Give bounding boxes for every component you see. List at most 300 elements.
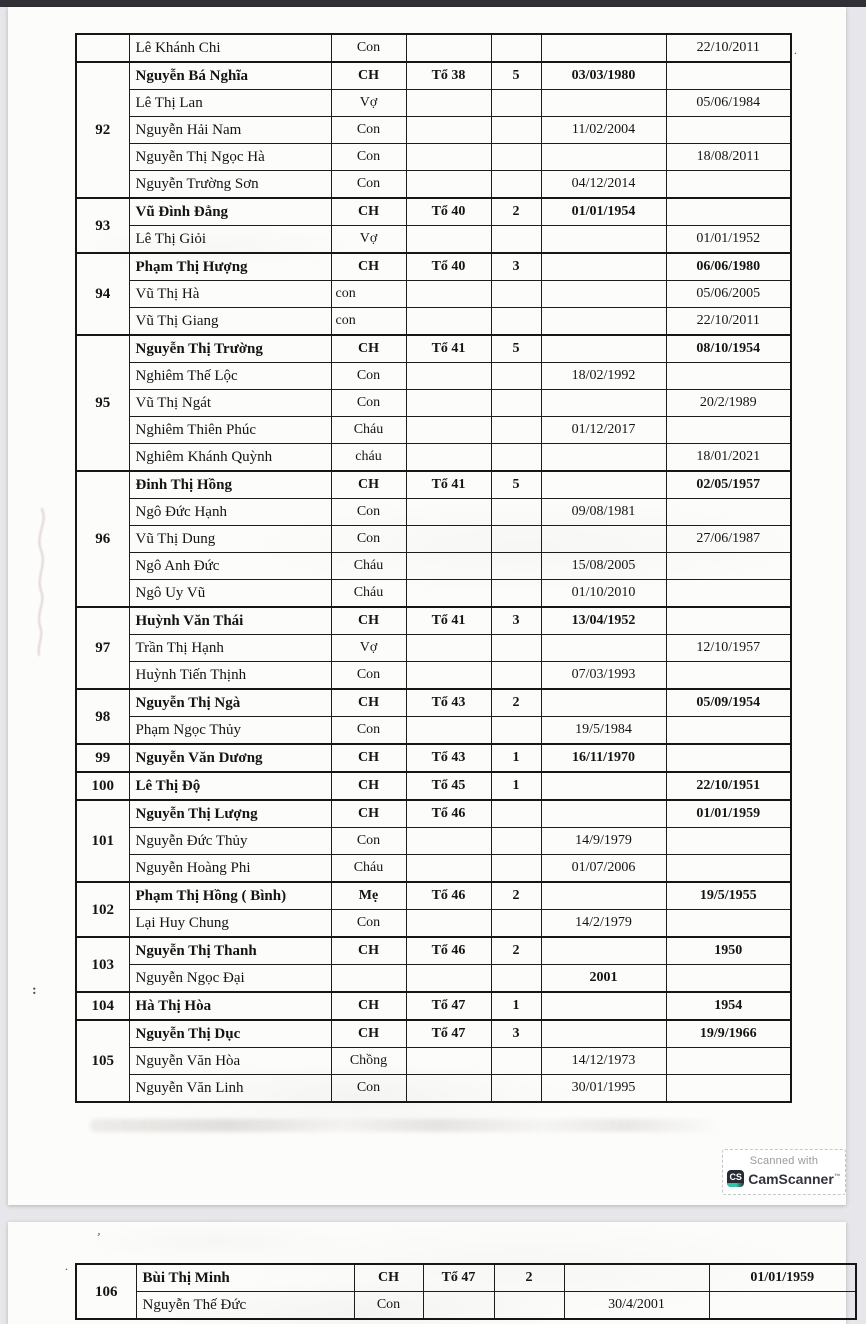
dob-male-cell [541, 800, 666, 828]
member-count-cell [491, 635, 541, 662]
relationship-cell: Con [331, 144, 406, 171]
relationship-cell: Con [331, 117, 406, 144]
dob-male-cell: 01/10/2010 [541, 580, 666, 608]
member-row [76, 34, 791, 62]
member-name-cell: Nguyễn Thị Trường [129, 335, 331, 363]
member-count-cell [491, 1048, 541, 1075]
member-name-cell: Phạm Thị Hồng ( Bình) [129, 882, 331, 910]
member-name-cell: Nguyễn Thị Lượng [129, 800, 331, 828]
member-name-cell: Lê Thị Giỏi [129, 226, 331, 254]
dob-male-cell: 15/08/2005 [541, 553, 666, 580]
relationship-cell: CH [331, 1020, 406, 1048]
relationship-cell: Con [331, 828, 406, 855]
dob-female-cell [666, 717, 791, 745]
group-unit-cell [406, 499, 491, 526]
group-unit-cell: Tổ 45 [406, 772, 491, 800]
dob-female-cell: 18/01/2021 [666, 444, 791, 472]
group-unit-cell [406, 144, 491, 171]
relationship-cell: CH [331, 62, 406, 90]
member-count-cell [491, 144, 541, 171]
dob-male-cell: 13/04/1952 [541, 607, 666, 635]
relationship-cell: CH [331, 992, 406, 1020]
group-unit-cell: Tổ 47 [406, 1020, 491, 1048]
group-unit-cell [406, 855, 491, 883]
member-name-cell: Trần Thị Hạnh [129, 635, 331, 662]
group-unit-cell [406, 444, 491, 472]
group-unit-cell: Tổ 43 [406, 744, 491, 772]
household-registry-table-page2 [75, 1263, 857, 1320]
dob-female-cell: 01/01/1952 [666, 226, 791, 254]
group-unit-cell [406, 965, 491, 993]
member-count-cell: 1 [491, 992, 541, 1020]
group-unit-cell [406, 281, 491, 308]
member-row [76, 744, 791, 772]
group-unit-cell [406, 226, 491, 254]
dob-male-cell [541, 526, 666, 553]
member-name-cell: Nguyễn Thị Ngà [129, 689, 331, 717]
member-name-cell: Phạm Ngọc Thủy [129, 717, 331, 745]
dob-male-cell [541, 772, 666, 800]
relationship-cell: Con [331, 171, 406, 199]
household-number-cell: 99 [76, 744, 129, 772]
household-number-cell: 102 [76, 882, 129, 937]
group-unit-cell [406, 90, 491, 117]
member-row [76, 800, 791, 828]
dob-female-cell [666, 499, 791, 526]
dob-female-cell [666, 553, 791, 580]
member-name-cell: Nguyễn Thế Đức [136, 1292, 354, 1320]
dob-female-cell [666, 62, 791, 90]
member-name-cell: Vũ Thị Hà [129, 281, 331, 308]
group-unit-cell: Tổ 40 [406, 198, 491, 226]
dob-female-cell [666, 117, 791, 144]
household-number-cell: 101 [76, 800, 129, 882]
member-name-cell: Ngô Anh Đức [129, 553, 331, 580]
dob-female-cell [666, 744, 791, 772]
group-unit-cell: Tổ 38 [406, 62, 491, 90]
group-unit-cell: Tổ 46 [406, 800, 491, 828]
dob-male-cell [541, 335, 666, 363]
member-row [76, 198, 791, 226]
household-number-cell: 100 [76, 772, 129, 800]
relationship-cell: Chồng [331, 1048, 406, 1075]
group-unit-cell: Tổ 46 [406, 882, 491, 910]
household-number-cell: 95 [76, 335, 129, 471]
relationship-cell: Con [331, 662, 406, 690]
relationship-cell: Con [331, 390, 406, 417]
member-row [76, 828, 791, 855]
dob-male-cell [541, 226, 666, 254]
member-count-cell [491, 34, 541, 62]
dob-male-cell: 30/01/1995 [541, 1075, 666, 1103]
member-name-cell: Vũ Thị Dung [129, 526, 331, 553]
member-row [76, 308, 791, 336]
dob-male-cell [541, 281, 666, 308]
group-unit-cell: Tổ 47 [406, 992, 491, 1020]
member-count-cell [491, 90, 541, 117]
dob-female-cell [666, 580, 791, 608]
camscanner-scanned-with-label: Scanned with [749, 1155, 819, 1167]
scanned-page-2 [8, 1222, 846, 1324]
dob-female-cell: 02/05/1957 [666, 471, 791, 499]
dob-male-cell: 01/01/1954 [541, 198, 666, 226]
dob-female-cell [666, 965, 791, 993]
relationship-cell [331, 965, 406, 993]
member-count-cell [491, 965, 541, 993]
member-row [76, 171, 791, 199]
dob-female-cell: 20/2/1989 [666, 390, 791, 417]
member-name-cell: Lê Khánh Chi [129, 34, 331, 62]
relationship-cell: Con [331, 34, 406, 62]
household-number-cell: 97 [76, 607, 129, 689]
member-row [76, 1020, 791, 1048]
dob-male-cell [541, 390, 666, 417]
dob-male-cell [541, 937, 666, 965]
member-count-cell: 1 [491, 772, 541, 800]
member-row [76, 117, 791, 144]
trademark-mark: ™ [833, 1172, 841, 1180]
member-name-cell: Lê Thị Độ [129, 772, 331, 800]
group-unit-cell [423, 1292, 494, 1320]
group-unit-cell: Tổ 47 [423, 1264, 494, 1292]
member-name-cell: Bùi Thị Minh [136, 1264, 354, 1292]
group-unit-cell: Tổ 41 [406, 471, 491, 499]
member-name-cell: Huỳnh Tiến Thịnh [129, 662, 331, 690]
member-name-cell: Nguyễn Ngọc Đại [129, 965, 331, 993]
relationship-cell: Con [331, 526, 406, 553]
dob-male-cell: 07/03/1993 [541, 662, 666, 690]
scan-speck: ’ [94, 1229, 102, 1245]
member-count-cell: 2 [491, 198, 541, 226]
dob-female-cell: 08/10/1954 [666, 335, 791, 363]
relationship-cell: Con [354, 1292, 423, 1320]
member-row [76, 635, 791, 662]
handwritten-colon-mark: : [32, 983, 37, 998]
member-name-cell: Nghiêm Thiên Phúc [129, 417, 331, 444]
relationship-cell: CH [354, 1264, 423, 1292]
dob-female-cell: 06/06/1980 [666, 253, 791, 281]
member-count-cell: 1 [491, 744, 541, 772]
dob-male-cell: 14/9/1979 [541, 828, 666, 855]
member-count-cell [491, 363, 541, 390]
group-unit-cell [406, 635, 491, 662]
member-count-cell: 5 [491, 62, 541, 90]
household-number-cell: 96 [76, 471, 129, 607]
member-name-cell: Vũ Thị Ngát [129, 390, 331, 417]
dob-female-cell: 1950 [666, 937, 791, 965]
member-row [76, 1264, 856, 1292]
member-row [76, 937, 791, 965]
dob-male-cell [541, 635, 666, 662]
member-count-cell [491, 855, 541, 883]
group-unit-cell: Tổ 41 [406, 607, 491, 635]
member-name-cell: Huỳnh Văn Thái [129, 607, 331, 635]
member-count-cell [491, 526, 541, 553]
dob-female-cell: 18/08/2011 [666, 144, 791, 171]
scan-top-edge-band [0, 0, 866, 7]
relationship-cell: CH [331, 772, 406, 800]
group-unit-cell [406, 828, 491, 855]
relationship-cell: Cháu [331, 417, 406, 444]
member-row [76, 910, 791, 938]
member-row [76, 717, 791, 745]
member-count-cell [491, 1075, 541, 1103]
dob-male-cell [541, 90, 666, 117]
dob-female-cell [666, 417, 791, 444]
dob-male-cell [541, 471, 666, 499]
dob-female-cell: 22/10/2011 [666, 34, 791, 62]
relationship-cell: Vợ [331, 635, 406, 662]
dob-female-cell [666, 607, 791, 635]
member-count-cell: 5 [491, 471, 541, 499]
member-row [76, 335, 791, 363]
member-count-cell [491, 580, 541, 608]
relationship-cell: Con [331, 363, 406, 390]
member-row [76, 607, 791, 635]
group-unit-cell [406, 34, 491, 62]
member-name-cell: Vũ Thị Giang [129, 308, 331, 336]
dob-male-cell [541, 1020, 666, 1048]
member-name-cell: Nguyễn Đức Thủy [129, 828, 331, 855]
member-name-cell: Nguyễn Văn Hòa [129, 1048, 331, 1075]
member-row [76, 1292, 856, 1320]
dob-female-cell: 27/06/1987 [666, 526, 791, 553]
group-unit-cell [406, 171, 491, 199]
scan-speck: . [794, 43, 797, 57]
dob-male-cell [541, 882, 666, 910]
dob-female-cell [666, 171, 791, 199]
group-unit-cell [406, 363, 491, 390]
member-name-cell: Nguyễn Thị Dục [129, 1020, 331, 1048]
group-unit-cell [406, 910, 491, 938]
member-name-cell: Nguyễn Hoàng Phi [129, 855, 331, 883]
group-unit-cell [406, 117, 491, 144]
handwritten-margin-scribble [26, 505, 60, 665]
member-count-cell [491, 308, 541, 336]
household-number-cell [76, 34, 129, 62]
member-row [76, 62, 791, 90]
relationship-cell: Cháu [331, 553, 406, 580]
dob-male-cell: 04/12/2014 [541, 171, 666, 199]
dob-male-cell [564, 1264, 709, 1292]
dob-female-cell: 01/01/1959 [666, 800, 791, 828]
member-row [76, 417, 791, 444]
group-unit-cell [406, 662, 491, 690]
relationship-cell: Con [331, 717, 406, 745]
member-count-cell: 2 [491, 937, 541, 965]
camscanner-brand-label: CamScanner™ [748, 1170, 841, 1187]
group-unit-cell: Tổ 46 [406, 937, 491, 965]
member-row [76, 526, 791, 553]
member-row [76, 689, 791, 717]
member-name-cell: Vũ Đình Đẳng [129, 198, 331, 226]
dob-male-cell: 14/2/1979 [541, 910, 666, 938]
dob-female-cell [709, 1292, 856, 1320]
relationship-cell: con [331, 308, 406, 336]
member-count-cell [491, 226, 541, 254]
member-name-cell: Nguyễn Bá Nghĩa [129, 62, 331, 90]
household-registry-table-page1 [75, 33, 792, 1103]
relationship-cell: Con [331, 910, 406, 938]
household-number-cell: 94 [76, 253, 129, 335]
dob-female-cell: 01/01/1959 [709, 1264, 856, 1292]
dob-female-cell: 22/10/2011 [666, 308, 791, 336]
relationship-cell: Mẹ [331, 882, 406, 910]
member-count-cell [491, 499, 541, 526]
member-name-cell: Nguyễn Văn Dương [129, 744, 331, 772]
dob-male-cell [541, 308, 666, 336]
member-row [76, 90, 791, 117]
group-unit-cell: Tổ 43 [406, 689, 491, 717]
relationship-cell: Vợ [331, 226, 406, 254]
group-unit-cell [406, 553, 491, 580]
household-number-cell: 105 [76, 1020, 129, 1102]
dob-male-cell: 03/03/1980 [541, 62, 666, 90]
dob-female-cell [666, 198, 791, 226]
member-count-cell: 5 [491, 335, 541, 363]
relationship-cell: CH [331, 800, 406, 828]
relationship-cell: con [331, 281, 406, 308]
member-count-cell [491, 717, 541, 745]
member-row [76, 580, 791, 608]
dob-male-cell [541, 34, 666, 62]
member-name-cell: Nguyễn Hải Nam [129, 117, 331, 144]
relationship-cell: CH [331, 198, 406, 226]
member-row [76, 882, 791, 910]
member-row [76, 1048, 791, 1075]
relationship-cell: cháu [331, 444, 406, 472]
dob-male-cell: 2001 [541, 965, 666, 993]
member-row [76, 855, 791, 883]
member-count-cell: 3 [491, 607, 541, 635]
dob-male-cell: 09/08/1981 [541, 499, 666, 526]
relationship-cell: CH [331, 471, 406, 499]
member-name-cell: Lê Thị Lan [129, 90, 331, 117]
dob-female-cell: 05/09/1954 [666, 689, 791, 717]
dob-female-cell: 19/9/1966 [666, 1020, 791, 1048]
member-count-cell [491, 417, 541, 444]
household-number-cell: 92 [76, 62, 129, 198]
scan-smudge-band [90, 1119, 720, 1132]
dob-male-cell: 01/07/2006 [541, 855, 666, 883]
dob-male-cell [541, 253, 666, 281]
group-unit-cell [406, 526, 491, 553]
household-number-cell: 98 [76, 689, 129, 744]
member-name-cell: Đinh Thị Hồng [129, 471, 331, 499]
member-count-cell: 3 [491, 1020, 541, 1048]
group-unit-cell [406, 308, 491, 336]
member-count-cell: 2 [491, 689, 541, 717]
member-count-cell [491, 910, 541, 938]
dob-male-cell: 11/02/2004 [541, 117, 666, 144]
member-count-cell [491, 171, 541, 199]
group-unit-cell [406, 1048, 491, 1075]
member-count-cell [494, 1292, 564, 1320]
relationship-cell: CH [331, 253, 406, 281]
group-unit-cell: Tổ 40 [406, 253, 491, 281]
member-name-cell: Nguyễn Văn Linh [129, 1075, 331, 1103]
member-row [76, 253, 791, 281]
member-name-cell: Ngô Uy Vũ [129, 580, 331, 608]
member-row [76, 965, 791, 993]
member-count-cell: 3 [491, 253, 541, 281]
member-count-cell [491, 828, 541, 855]
member-name-cell: Nguyễn Trường Sơn [129, 171, 331, 199]
relationship-cell: CH [331, 744, 406, 772]
member-row [76, 499, 791, 526]
member-row [76, 1075, 791, 1103]
relationship-cell: Vợ [331, 90, 406, 117]
dob-female-cell: 22/10/1951 [666, 772, 791, 800]
member-row [76, 553, 791, 580]
dob-female-cell [666, 662, 791, 690]
dob-female-cell [666, 363, 791, 390]
dob-male-cell: 01/12/2017 [541, 417, 666, 444]
member-name-cell: Phạm Thị Hượng [129, 253, 331, 281]
member-count-cell [491, 117, 541, 144]
relationship-cell: CH [331, 607, 406, 635]
group-unit-cell: Tổ 41 [406, 335, 491, 363]
household-number-cell: 106 [76, 1264, 136, 1319]
member-count-cell: 2 [494, 1264, 564, 1292]
dob-female-cell [666, 910, 791, 938]
dob-female-cell: 19/5/1955 [666, 882, 791, 910]
member-name-cell: Nghiêm Thế Lộc [129, 363, 331, 390]
relationship-cell: CH [331, 689, 406, 717]
member-row [76, 992, 791, 1020]
camscanner-logo-icon: CS [727, 1170, 744, 1187]
household-number-cell: 104 [76, 992, 129, 1020]
member-name-cell: Lại Huy Chung [129, 910, 331, 938]
dob-female-cell: 1954 [666, 992, 791, 1020]
relationship-cell: Con [331, 1075, 406, 1103]
member-count-cell [491, 553, 541, 580]
relationship-cell: Con [331, 499, 406, 526]
group-unit-cell [406, 580, 491, 608]
dob-male-cell: 30/4/2001 [564, 1292, 709, 1320]
relationship-cell: CH [331, 937, 406, 965]
dob-female-cell [666, 855, 791, 883]
member-row [76, 444, 791, 472]
group-unit-cell [406, 417, 491, 444]
dob-female-cell [666, 828, 791, 855]
member-count-cell [491, 800, 541, 828]
dob-male-cell: 16/11/1970 [541, 744, 666, 772]
household-number-cell: 93 [76, 198, 129, 253]
dob-male-cell [541, 992, 666, 1020]
member-row [76, 390, 791, 417]
member-row [76, 226, 791, 254]
member-count-cell [491, 281, 541, 308]
dob-female-cell [666, 1075, 791, 1103]
member-row [76, 471, 791, 499]
member-row [76, 363, 791, 390]
member-row [76, 144, 791, 171]
camscanner-badge [722, 1149, 846, 1195]
group-unit-cell [406, 390, 491, 417]
household-number-cell: 103 [76, 937, 129, 992]
dob-female-cell: 05/06/2005 [666, 281, 791, 308]
member-count-cell: 2 [491, 882, 541, 910]
member-count-cell [491, 444, 541, 472]
dob-male-cell: 14/12/1973 [541, 1048, 666, 1075]
member-row [76, 772, 791, 800]
group-unit-cell [406, 1075, 491, 1103]
relationship-cell: Cháu [331, 855, 406, 883]
dob-male-cell: 19/5/1984 [541, 717, 666, 745]
scanned-page-1 [8, 7, 846, 1205]
group-unit-cell [406, 717, 491, 745]
